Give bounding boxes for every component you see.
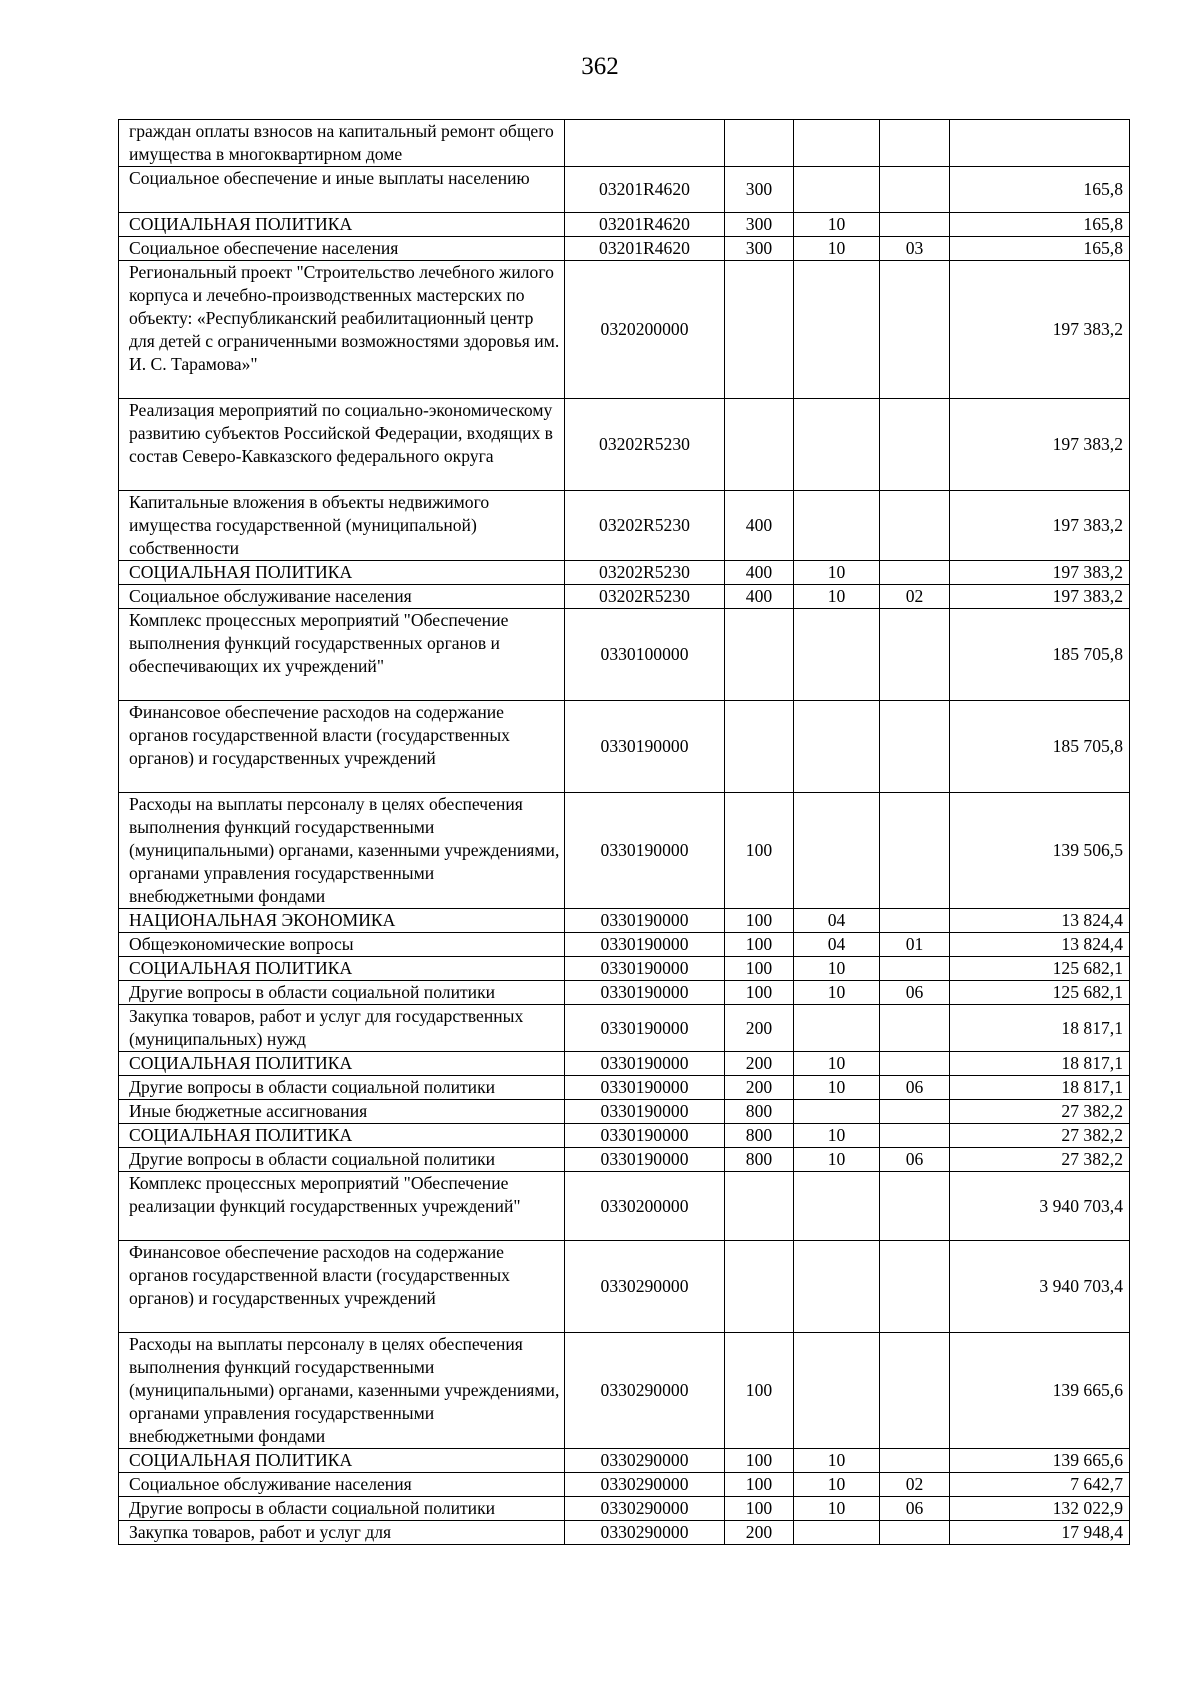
- cell-expense-type: 400: [725, 585, 794, 609]
- cell-name: Комплекс процессных мероприятий "Обеспечение реализации функций государственных учреждений": [119, 1172, 565, 1241]
- cell-target-code: 0330190000: [565, 933, 725, 957]
- cell-expense-type: 100: [725, 909, 794, 933]
- cell-subsection: [880, 1052, 950, 1076]
- cell-section: 10: [794, 1497, 880, 1521]
- cell-amount: 7 642,7: [950, 1473, 1130, 1497]
- cell-expense-type: 300: [725, 237, 794, 261]
- table-row: [119, 237, 1130, 261]
- table-row: [119, 561, 1130, 585]
- cell-name: Социальное обслуживание населения: [119, 585, 565, 609]
- cell-section: [794, 399, 880, 491]
- cell-subsection: [880, 561, 950, 585]
- cell-expense-type: 200: [725, 1521, 794, 1545]
- cell-target-code: 03201R4620: [565, 213, 725, 237]
- cell-name: Закупка товаров, работ и услуг для: [119, 1521, 565, 1545]
- table-row: [119, 1052, 1130, 1076]
- cell-expense-type: 400: [725, 491, 794, 561]
- table-row: [119, 909, 1130, 933]
- cell-expense-type: 800: [725, 1124, 794, 1148]
- cell-name: СОЦИАЛЬНАЯ ПОЛИТИКА: [119, 1449, 565, 1473]
- cell-amount: 18 817,1: [950, 1076, 1130, 1100]
- cell-amount: 139 665,6: [950, 1449, 1130, 1473]
- cell-amount: 139 665,6: [950, 1333, 1130, 1449]
- cell-expense-type: 100: [725, 1473, 794, 1497]
- table-row: [119, 399, 1130, 491]
- cell-target-code: 0320200000: [565, 261, 725, 399]
- cell-amount: 165,8: [950, 167, 1130, 213]
- cell-section: 10: [794, 585, 880, 609]
- cell-target-code: 03202R5230: [565, 399, 725, 491]
- cell-subsection: 02: [880, 585, 950, 609]
- cell-name: Другие вопросы в области социальной политики: [119, 1076, 565, 1100]
- cell-subsection: [880, 399, 950, 491]
- cell-subsection: 02: [880, 1473, 950, 1497]
- cell-name: Общеэкономические вопросы: [119, 933, 565, 957]
- cell-expense-type: 800: [725, 1100, 794, 1124]
- cell-target-code: 0330200000: [565, 1172, 725, 1241]
- cell-subsection: [880, 1005, 950, 1052]
- cell-expense-type: 100: [725, 933, 794, 957]
- cell-name: граждан оплаты взносов на капитальный ремонт общего имущества в многоквартирном доме: [119, 120, 565, 167]
- cell-expense-type: 100: [725, 1333, 794, 1449]
- cell-section: [794, 1005, 880, 1052]
- cell-section: [794, 793, 880, 909]
- cell-name: Закупка товаров, работ и услуг для государственных (муниципальных) нужд: [119, 1005, 565, 1052]
- table-row: [119, 1497, 1130, 1521]
- cell-amount: 197 383,2: [950, 261, 1130, 399]
- cell-target-code: 0330190000: [565, 1148, 725, 1172]
- cell-target-code: 0330190000: [565, 909, 725, 933]
- cell-subsection: [880, 1124, 950, 1148]
- cell-target-code: 0330190000: [565, 981, 725, 1005]
- cell-section: [794, 1333, 880, 1449]
- cell-amount: 18 817,1: [950, 1052, 1130, 1076]
- cell-name: Социальное обслуживание населения: [119, 1473, 565, 1497]
- cell-name: Другие вопросы в области социальной политики: [119, 1148, 565, 1172]
- cell-name: Другие вопросы в области социальной политики: [119, 1497, 565, 1521]
- cell-target-code: 0330190000: [565, 1052, 725, 1076]
- cell-expense-type: [725, 261, 794, 399]
- cell-name: Финансовое обеспечение расходов на содержание органов государственной власти (государственных органов) и государственных учреждений: [119, 701, 565, 793]
- page-number: 362: [581, 53, 619, 80]
- cell-name: Капитальные вложения в объекты недвижимого имущества государственной (муниципальной) собственности: [119, 491, 565, 561]
- table-row: [119, 793, 1130, 909]
- table-row: [119, 957, 1130, 981]
- cell-target-code: 0330100000: [565, 609, 725, 701]
- table-row: [119, 1148, 1130, 1172]
- cell-amount: 185 705,8: [950, 609, 1130, 701]
- cell-target-code: 0330290000: [565, 1241, 725, 1333]
- cell-amount: 165,8: [950, 237, 1130, 261]
- cell-section: [794, 1521, 880, 1545]
- cell-subsection: [880, 261, 950, 399]
- table-row: [119, 981, 1130, 1005]
- table-row: [119, 1333, 1130, 1449]
- cell-amount: 18 817,1: [950, 1005, 1130, 1052]
- cell-section: [794, 261, 880, 399]
- cell-name: Комплекс процессных мероприятий "Обеспечение выполнения функций государственных органов и обеспечивающих их учреждений": [119, 609, 565, 701]
- cell-expense-type: 300: [725, 213, 794, 237]
- cell-expense-type: 100: [725, 981, 794, 1005]
- cell-expense-type: [725, 701, 794, 793]
- cell-target-code: 0330190000: [565, 701, 725, 793]
- cell-subsection: [880, 120, 950, 167]
- cell-subsection: [880, 213, 950, 237]
- cell-subsection: 03: [880, 237, 950, 261]
- cell-subsection: [880, 167, 950, 213]
- cell-amount: 165,8: [950, 213, 1130, 237]
- cell-subsection: [880, 793, 950, 909]
- table-row: [119, 120, 1130, 167]
- cell-subsection: [880, 1333, 950, 1449]
- cell-name: СОЦИАЛЬНАЯ ПОЛИТИКА: [119, 1124, 565, 1148]
- cell-target-code: 0330190000: [565, 1076, 725, 1100]
- cell-subsection: 06: [880, 1076, 950, 1100]
- cell-name: СОЦИАЛЬНАЯ ПОЛИТИКА: [119, 1052, 565, 1076]
- cell-amount: 185 705,8: [950, 701, 1130, 793]
- cell-subsection: [880, 491, 950, 561]
- cell-target-code: 0330290000: [565, 1333, 725, 1449]
- cell-target-code: 0330290000: [565, 1497, 725, 1521]
- table-row: [119, 1100, 1130, 1124]
- cell-name: СОЦИАЛЬНАЯ ПОЛИТИКА: [119, 213, 565, 237]
- cell-subsection: 06: [880, 1148, 950, 1172]
- budget-table-body: [119, 120, 1130, 1545]
- cell-name: Социальное обеспечение и иные выплаты населению: [119, 167, 565, 213]
- table-row: [119, 1521, 1130, 1545]
- cell-section: [794, 1100, 880, 1124]
- table-row: [119, 585, 1130, 609]
- cell-target-code: 03202R5230: [565, 585, 725, 609]
- cell-name: Финансовое обеспечение расходов на содержание органов государственной власти (государственных органов) и государственных учреждений: [119, 1241, 565, 1333]
- table-row: [119, 1124, 1130, 1148]
- cell-expense-type: [725, 609, 794, 701]
- cell-section: 10: [794, 561, 880, 585]
- cell-amount: 125 682,1: [950, 981, 1130, 1005]
- cell-target-code: 0330290000: [565, 1521, 725, 1545]
- cell-amount: 197 383,2: [950, 561, 1130, 585]
- cell-section: 10: [794, 1473, 880, 1497]
- cell-section: 04: [794, 909, 880, 933]
- cell-section: [794, 1241, 880, 1333]
- cell-expense-type: 200: [725, 1052, 794, 1076]
- cell-name: Расходы на выплаты персоналу в целях обеспечения выполнения функций государственными (муниципальными) органами, казенными учреждениями, органами управления государственными внебюджетными фондами: [119, 793, 565, 909]
- table-row: [119, 261, 1130, 399]
- cell-target-code: 0330190000: [565, 793, 725, 909]
- cell-target-code: 0330190000: [565, 1100, 725, 1124]
- cell-name: Социальное обеспечение населения: [119, 237, 565, 261]
- cell-amount: 27 382,2: [950, 1124, 1130, 1148]
- table-row: [119, 701, 1130, 793]
- table-row: [119, 933, 1130, 957]
- table-row: [119, 213, 1130, 237]
- cell-expense-type: 100: [725, 793, 794, 909]
- cell-subsection: [880, 909, 950, 933]
- cell-target-code: 03201R4620: [565, 167, 725, 213]
- cell-section: 10: [794, 1052, 880, 1076]
- cell-section: 10: [794, 957, 880, 981]
- cell-target-code: 0330290000: [565, 1473, 725, 1497]
- table-row: [119, 1473, 1130, 1497]
- cell-amount: 13 824,4: [950, 933, 1130, 957]
- cell-amount: 197 383,2: [950, 585, 1130, 609]
- cell-section: [794, 167, 880, 213]
- cell-name: Региональный проект "Строительство лечебного жилого корпуса и лечебно-производственных мастерских по объекту: «Республиканский реабилитационный центр для детей с ограниченными возможностями здоровья им. И. С. Тарамова»": [119, 261, 565, 399]
- cell-amount: 3 940 703,4: [950, 1241, 1130, 1333]
- cell-subsection: [880, 1521, 950, 1545]
- cell-expense-type: [725, 120, 794, 167]
- cell-section: [794, 609, 880, 701]
- table-row: [119, 609, 1130, 701]
- cell-section: 10: [794, 1148, 880, 1172]
- cell-amount: 13 824,4: [950, 909, 1130, 933]
- cell-target-code: 0330190000: [565, 1005, 725, 1052]
- cell-subsection: [880, 609, 950, 701]
- cell-target-code: 0330190000: [565, 957, 725, 981]
- cell-section: 10: [794, 237, 880, 261]
- cell-amount: 3 940 703,4: [950, 1172, 1130, 1241]
- cell-expense-type: 200: [725, 1076, 794, 1100]
- cell-name: СОЦИАЛЬНАЯ ПОЛИТИКА: [119, 561, 565, 585]
- cell-expense-type: 300: [725, 167, 794, 213]
- cell-amount: 139 506,5: [950, 793, 1130, 909]
- cell-expense-type: [725, 399, 794, 491]
- cell-expense-type: 200: [725, 1005, 794, 1052]
- cell-target-code: [565, 120, 725, 167]
- cell-expense-type: [725, 1172, 794, 1241]
- cell-name: НАЦИОНАЛЬНАЯ ЭКОНОМИКА: [119, 909, 565, 933]
- table-row: [119, 491, 1130, 561]
- cell-subsection: [880, 701, 950, 793]
- cell-subsection: 01: [880, 933, 950, 957]
- cell-section: 10: [794, 1449, 880, 1473]
- cell-amount: 27 382,2: [950, 1100, 1130, 1124]
- cell-expense-type: [725, 1241, 794, 1333]
- cell-name: Другие вопросы в области социальной политики: [119, 981, 565, 1005]
- cell-section: [794, 120, 880, 167]
- cell-target-code: 0330190000: [565, 1124, 725, 1148]
- cell-target-code: 03201R4620: [565, 237, 725, 261]
- cell-subsection: 06: [880, 1497, 950, 1521]
- table-row: [119, 1172, 1130, 1241]
- cell-expense-type: 800: [725, 1148, 794, 1172]
- cell-expense-type: 100: [725, 1497, 794, 1521]
- cell-target-code: 0330290000: [565, 1449, 725, 1473]
- cell-subsection: [880, 957, 950, 981]
- cell-section: 10: [794, 1076, 880, 1100]
- cell-subsection: [880, 1100, 950, 1124]
- cell-section: 10: [794, 213, 880, 237]
- table-row: [119, 1076, 1130, 1100]
- table-row: [119, 167, 1130, 213]
- table-row: [119, 1005, 1130, 1052]
- cell-section: 10: [794, 981, 880, 1005]
- cell-target-code: 03202R5230: [565, 491, 725, 561]
- cell-subsection: [880, 1172, 950, 1241]
- cell-name: Иные бюджетные ассигнования: [119, 1100, 565, 1124]
- cell-section: [794, 1172, 880, 1241]
- cell-amount: 132 022,9: [950, 1497, 1130, 1521]
- budget-table: [118, 119, 1130, 1545]
- table-row: [119, 1241, 1130, 1333]
- cell-expense-type: 400: [725, 561, 794, 585]
- cell-target-code: 03202R5230: [565, 561, 725, 585]
- cell-name: Реализация мероприятий по социально-экономическому развитию субъектов Российской Федерации, входящих в состав Северо-Кавказского федерального округа: [119, 399, 565, 491]
- cell-section: 10: [794, 1124, 880, 1148]
- cell-amount: 17 948,4: [950, 1521, 1130, 1545]
- cell-amount: 27 382,2: [950, 1148, 1130, 1172]
- cell-subsection: [880, 1449, 950, 1473]
- cell-name: Расходы на выплаты персоналу в целях обеспечения выполнения функций государственными (муниципальными) органами, казенными учреждениями, органами управления государственными внебюджетными фондами: [119, 1333, 565, 1449]
- cell-expense-type: 100: [725, 1449, 794, 1473]
- cell-section: 04: [794, 933, 880, 957]
- cell-expense-type: 100: [725, 957, 794, 981]
- cell-section: [794, 491, 880, 561]
- cell-amount: 197 383,2: [950, 491, 1130, 561]
- table-row: [119, 1449, 1130, 1473]
- cell-amount: 125 682,1: [950, 957, 1130, 981]
- cell-subsection: 06: [880, 981, 950, 1005]
- cell-amount: 197 383,2: [950, 399, 1130, 491]
- cell-subsection: [880, 1241, 950, 1333]
- cell-section: [794, 701, 880, 793]
- cell-name: СОЦИАЛЬНАЯ ПОЛИТИКА: [119, 957, 565, 981]
- cell-amount: [950, 120, 1130, 167]
